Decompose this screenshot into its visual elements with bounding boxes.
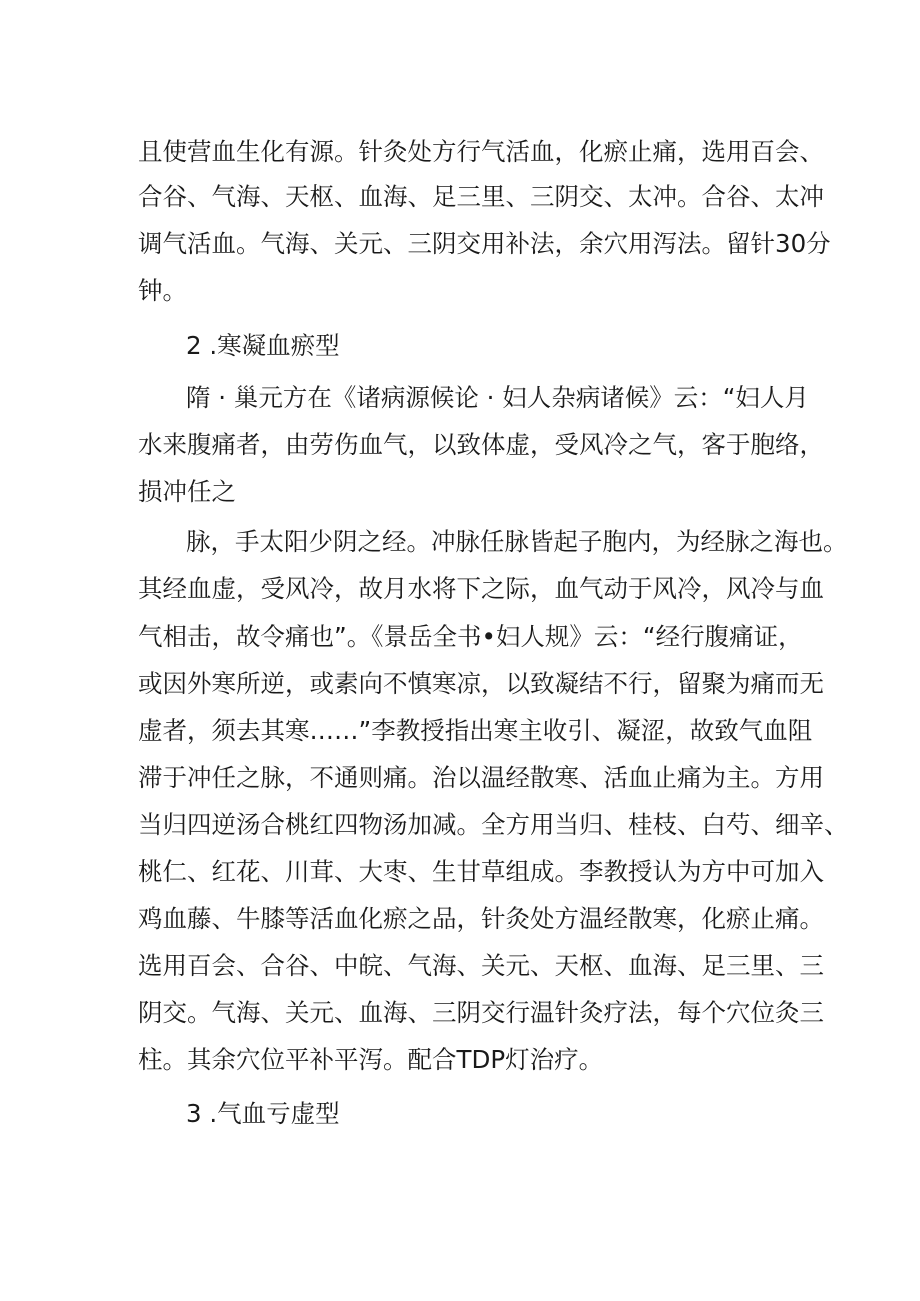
text-line: 虚者，须去其寒……”李教授指出寒主收引、凝涩，故致气血阻: [138, 716, 813, 745]
text-line: 调气活血。气海、关元、三阴交用补法，余穴用泻法。留针30分: [138, 229, 831, 258]
text-line: 柱。其余穴位平补平泻。配合TDP灯治疗。: [138, 1045, 604, 1074]
text-line: 钟。: [138, 276, 187, 305]
text-line: 水来腹痛者，由劳伤血气，以致体虚，受风冷之气，客于胞络，: [138, 430, 824, 459]
text-line: 选用百会、合谷、中皖、气海、关元、天枢、血海、足三里、三: [138, 951, 824, 980]
text-line: 隋 · 巢元方在《诸病源候论 · 妇人杂病诸候》云：“妇人月: [186, 383, 809, 412]
text-line: 或因外寒所逆，或素向不慎寒凉，以致凝结不行，留聚为痛而无: [138, 669, 824, 698]
text-line: 脉，手太阳少阴之经。冲脉任脉皆起子胞内，为经脉之海也。: [186, 527, 848, 556]
section-heading-3: 3 .气血亏虚型: [186, 1099, 340, 1128]
text-line: 气相击，故令痛也”。《景岳全书•妇人规》云：“经行腹痛证，: [138, 622, 803, 651]
text-line: 当归四逆汤合桃红四物汤加减。全方用当归、桂枝、白芍、细辛、: [138, 810, 849, 839]
text-line: 且使营血生化有源。针灸处方行气活血，化瘀止痛，选用百会、: [138, 137, 824, 166]
text-line: 阴交。气海、关元、血海、三阴交行温针灸疗法，每个穴位灸三: [138, 998, 824, 1027]
text-line: 桃仁、红花、川茸、大枣、生甘草组成。李教授认为方中可加入: [138, 857, 824, 886]
text-line: 滞于冲任之脉，不通则痛。治以温经散寒、活血止痛为主。方用: [138, 763, 824, 792]
text-line: 其经血虚，受风冷，故月水将下之际，血气动于风冷，风冷与血: [138, 574, 824, 603]
text-line: 鸡血藤、牛膝等活血化瘀之品，针灸处方温经散寒，化瘀止痛。: [138, 904, 824, 933]
text-line: 损冲任之: [138, 477, 236, 506]
text-line: 合谷、气海、天枢、血海、足三里、三阴交、太冲。合谷、太冲: [138, 182, 824, 211]
section-heading-2: 2 .寒凝血瘀型: [186, 331, 340, 360]
